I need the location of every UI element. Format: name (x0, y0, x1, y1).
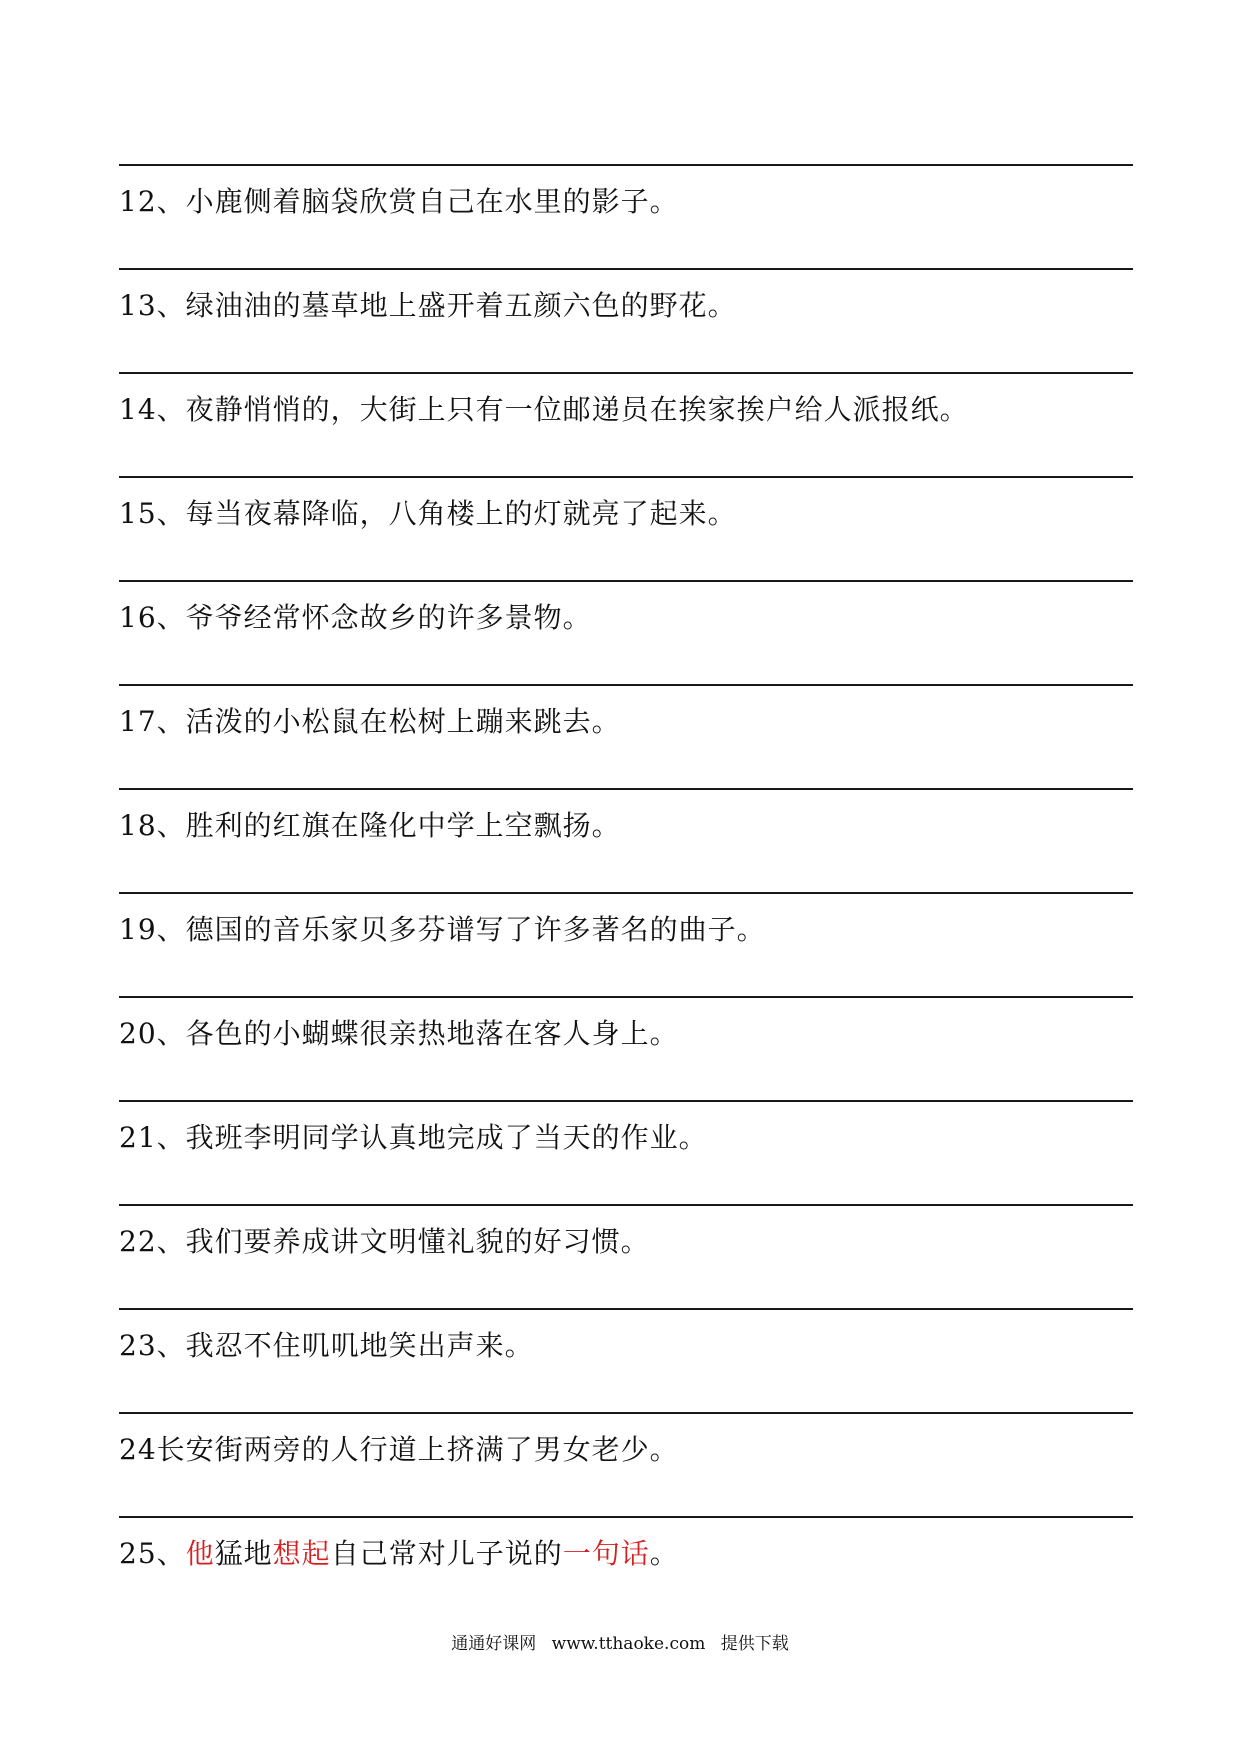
highlighted-word: 一句话 (562, 1537, 650, 1570)
sentence-item: 13、绿油油的墓草地上盛开着五颜六色的野花。 (119, 289, 737, 322)
sentence-item: 19、德国的音乐家贝多芬谱写了许多著名的曲子。 (119, 913, 766, 946)
highlighted-word: 他 (185, 1537, 215, 1570)
sentence-item: 15、每当夜幕降临，八角楼上的灯就亮了起来。 (119, 497, 737, 530)
sentence-item-highlighted (119, 1534, 1133, 1574)
answer-line (119, 1308, 1133, 1310)
sentence-text: 自己常对儿子说的 (330, 1537, 563, 1570)
answer-line (119, 372, 1133, 374)
page-footer (0, 1632, 1240, 1656)
answer-line (119, 1100, 1133, 1102)
answer-line (119, 476, 1133, 478)
footer-suffix: 提供下载 (720, 1634, 789, 1654)
footer-url: www.tthaoke.com (551, 1634, 706, 1654)
answer-line (119, 1516, 1133, 1518)
answer-line (119, 1204, 1133, 1206)
answer-line (119, 580, 1133, 582)
answer-line (119, 788, 1133, 790)
answer-line (119, 996, 1133, 998)
answer-line (119, 892, 1133, 894)
sentence-item: 23、我忍不住叽叽地笑出声来。 (119, 1329, 534, 1362)
sentence-item: 16、爷爷经常怀念故乡的许多景物。 (119, 601, 592, 634)
sentence-item: 22、我们要养成讲文明懂礼貌的好习惯。 (119, 1225, 650, 1258)
sentence-item: 18、胜利的红旗在隆化中学上空飘扬。 (119, 809, 621, 842)
footer-site-name: 通通好课网 (451, 1634, 537, 1654)
answer-line (119, 164, 1133, 166)
sentence-number: 25、 (119, 1537, 186, 1570)
sentence-item: 21、我班李明同学认真地完成了当天的作业。 (119, 1121, 708, 1154)
answer-line (119, 684, 1133, 686)
sentence-item: 14、夜静悄悄的，大街上只有一位邮递员在挨家挨户给人派报纸。 (119, 393, 969, 426)
sentence-item: 17、活泼的小松鼠在松树上蹦来跳去。 (119, 705, 621, 738)
sentence-item: 12、小鹿侧着脑袋欣赏自己在水里的影子。 (119, 185, 679, 218)
sentence-item: 20、各色的小蝴蝶很亲热地落在客人身上。 (119, 1017, 679, 1050)
answer-line (119, 268, 1133, 270)
sentence-text: 猛地 (214, 1537, 273, 1570)
sentence-text: 。 (649, 1537, 679, 1570)
answer-line (119, 1412, 1133, 1414)
sentence-item: 24长安街两旁的人行道上挤满了男女老少。 (119, 1433, 679, 1466)
highlighted-word: 想起 (272, 1537, 331, 1570)
